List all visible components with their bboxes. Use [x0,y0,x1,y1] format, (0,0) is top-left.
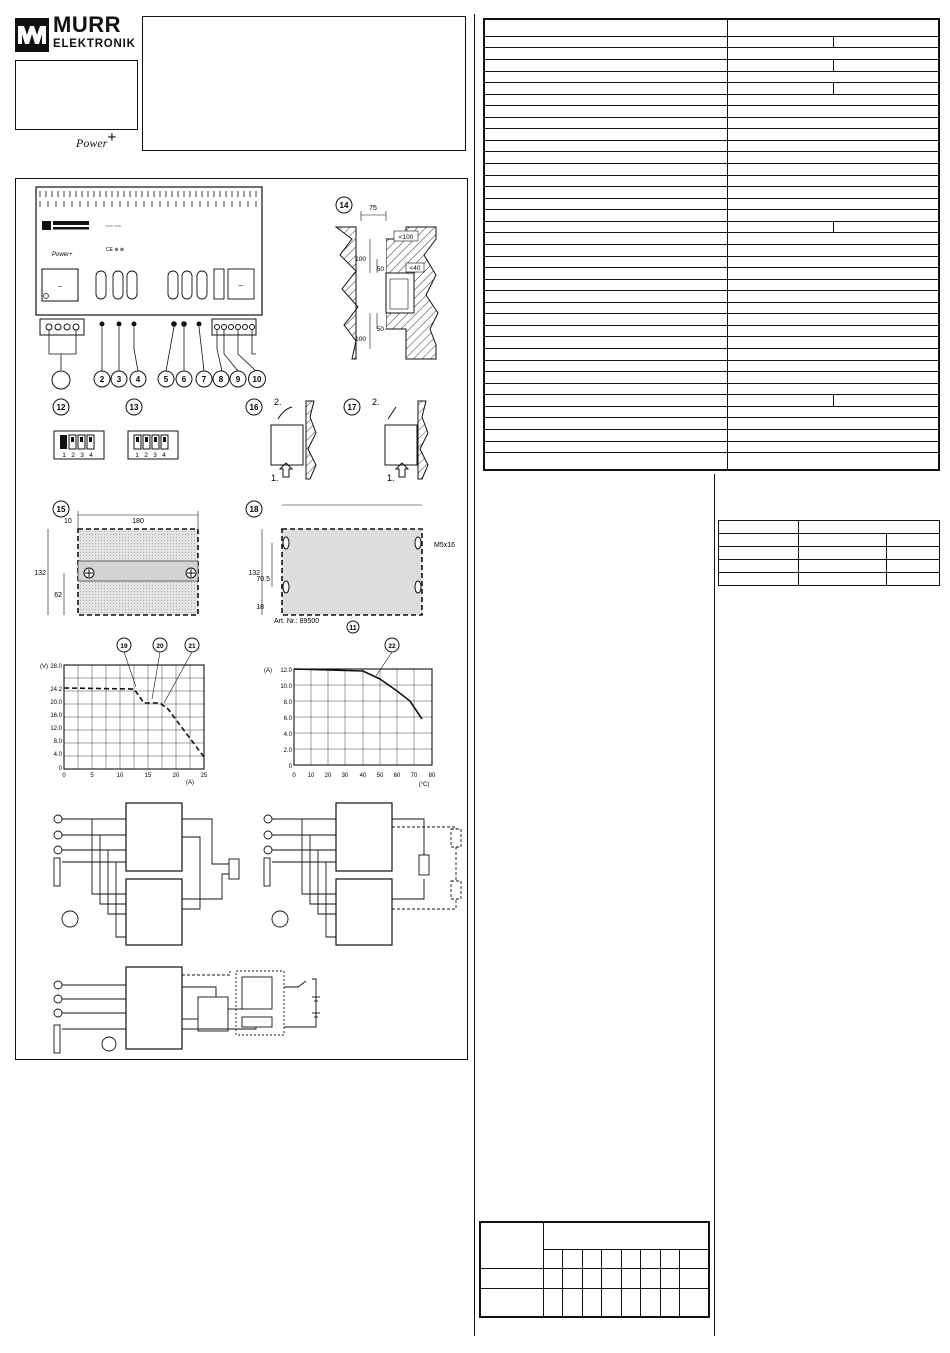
table-row [484,279,939,291]
table-row [484,233,939,245]
table-row [484,221,939,233]
svg-text:2.: 2. [372,397,380,407]
power-word: Power [76,136,108,150]
table-row [484,187,939,199]
svg-text:6: 6 [181,375,187,384]
svg-text:(V): (V) [40,664,48,670]
svg-text:60: 60 [393,773,401,779]
svg-text:20: 20 [324,773,332,779]
svg-text:132: 132 [34,570,46,577]
table-row [484,71,939,83]
svg-text:9: 9 [235,375,241,384]
table-row [484,117,939,129]
table-row [480,1222,709,1250]
svg-text:<40: <40 [409,265,421,272]
table-row [484,418,939,430]
din-mount-step-16 [246,397,316,483]
svg-text:4: 4 [89,452,93,459]
svg-text:10: 10 [252,375,262,384]
callout-3 [111,371,127,387]
svg-text:0: 0 [292,773,296,779]
svg-text:1.: 1. [271,473,279,483]
mounting-clearance-diagram [336,197,438,359]
table-row [484,268,939,280]
table-row [484,314,939,326]
wiring-diagram-parallel [54,803,239,945]
brand-name-top: MURR [53,12,121,37]
svg-text:5: 5 [163,375,169,384]
table-row [484,94,939,106]
svg-text:4: 4 [135,375,141,384]
svg-text:180: 180 [132,518,144,525]
svg-text:2: 2 [99,375,105,384]
svg-text:14: 14 [339,201,349,210]
dip-switch-13 [126,399,178,459]
svg-text:10: 10 [64,518,72,525]
callout-1 [52,371,70,389]
table-row [484,360,939,372]
callout-10 [249,371,266,388]
svg-text:10: 10 [116,773,124,779]
technical-drawing [16,179,467,1059]
derating-chart [264,638,436,788]
svg-text:4: 4 [162,452,166,459]
svg-text:25: 25 [200,773,208,779]
table-row [484,164,939,176]
svg-text:12: 12 [56,403,66,412]
svg-text:132: 132 [248,570,260,577]
table-row [484,337,939,349]
dip-switch-12 [53,399,104,459]
spec-table [483,18,940,471]
bottom-grid-table [479,1221,710,1318]
svg-text:80: 80 [428,773,436,779]
murr-logo-icon [15,18,49,52]
svg-text:8.0: 8.0 [283,700,292,706]
dimension-drawing-18 [246,501,455,633]
svg-text:3: 3 [116,375,122,384]
table-row [484,383,939,395]
svg-text:19: 19 [120,643,128,650]
table-row [719,521,940,534]
svg-text:5: 5 [90,773,94,779]
table-row [484,210,939,222]
table-row [484,325,939,337]
table-row [484,291,939,303]
svg-text:–: – [238,281,244,290]
svg-text:2: 2 [71,452,75,459]
svg-text:11: 11 [349,625,357,632]
table-row [484,152,939,164]
callout-4 [130,371,146,387]
svg-text:20: 20 [156,643,164,650]
svg-text:12.0: 12.0 [50,726,62,732]
table-row [484,453,939,470]
callout-5 [158,371,174,387]
device-front-view [36,187,262,371]
svg-text:30: 30 [341,773,349,779]
svg-text:6.0: 6.0 [283,716,292,722]
svg-text:2.0: 2.0 [283,748,292,754]
table-row [484,441,939,453]
table-row [719,547,940,560]
svg-text:17: 17 [347,403,357,412]
table-row [484,429,939,441]
svg-text:16: 16 [249,403,259,412]
wiring-diagram-redundancy [54,967,320,1053]
svg-text:1: 1 [135,452,139,459]
svg-text:13: 13 [129,403,139,412]
svg-text:70: 70 [410,773,418,779]
svg-text:0: 0 [62,773,66,779]
table-row [484,140,939,152]
svg-text:M5x16: M5x16 [434,542,456,549]
voltage-current-chart [40,638,208,786]
table-row [719,573,940,586]
svg-text:3: 3 [80,452,84,459]
figure-panel [15,178,468,1060]
svg-text:18: 18 [256,604,264,611]
brand-name-bottom: ELEKTRONIK [53,38,136,50]
table-row [484,349,939,361]
svg-text:Art. Nr.: 89500: Art. Nr.: 89500 [274,618,320,625]
table-row [484,48,939,60]
svg-text:22: 22 [388,643,396,650]
svg-text:40: 40 [359,773,367,779]
svg-text:(°C): (°C) [418,782,430,788]
dimension-drawing-15 [34,501,198,615]
svg-text:20.0: 20.0 [50,700,62,706]
svg-text:100: 100 [355,256,366,263]
callout-7 [196,371,212,387]
svg-text:100: 100 [355,336,366,343]
table-row [484,129,939,141]
svg-text:8: 8 [218,375,224,384]
svg-text:70.5: 70.5 [256,576,270,583]
svg-text:0: 0 [58,766,62,772]
svg-text:50: 50 [376,326,384,333]
svg-text:10.0: 10.0 [280,684,292,690]
wiring-diagram-series [264,803,461,945]
callout-2 [94,371,110,387]
svg-text:2.: 2. [274,397,282,407]
svg-text:CE ⊕ ⊗: CE ⊕ ⊗ [106,247,125,253]
svg-text:21: 21 [188,643,196,650]
product-label-box [15,60,138,130]
svg-text:2: 2 [144,452,148,459]
table-row [484,59,939,71]
header-text-box [142,16,466,151]
callout-8 [213,371,229,387]
svg-text:0: 0 [288,764,292,770]
small-spec-table [718,520,940,586]
callout-6 [176,371,192,387]
svg-text:75: 75 [369,205,377,212]
svg-text:3: 3 [153,452,157,459]
table-row [484,83,939,95]
svg-text:28.0: 28.0 [50,664,62,670]
svg-text:50: 50 [376,773,384,779]
table-row [484,244,939,256]
svg-text:24.2: 24.2 [50,687,62,693]
svg-text:1.: 1. [387,473,395,483]
svg-text:12.0: 12.0 [280,668,292,674]
table-row [484,106,939,118]
svg-text:Power+: Power+ [52,252,73,258]
table-row [484,372,939,384]
table-row [484,302,939,314]
table-row [484,198,939,210]
column-divider [714,474,715,1336]
table-row [719,534,940,547]
table-row [484,19,939,36]
svg-text:4.0: 4.0 [53,752,62,758]
svg-text:(A): (A) [264,668,272,674]
svg-text:10: 10 [307,773,315,779]
table-row [484,256,939,268]
din-mount-step-17 [344,397,428,483]
svg-text:20: 20 [172,773,180,779]
table-row [480,1269,709,1288]
svg-text:8.0: 8.0 [53,739,62,745]
table-row [484,406,939,418]
svg-text:=== ===: === === [106,223,122,228]
callout-9 [230,371,246,387]
svg-text:62: 62 [54,592,62,599]
table-row [484,395,939,407]
table-row [480,1288,709,1317]
svg-text:~: ~ [57,284,63,291]
svg-text:7: 7 [201,375,207,384]
svg-text:15: 15 [56,505,66,514]
table-row [719,560,940,573]
svg-text:<100: <100 [398,234,414,241]
svg-text:50: 50 [376,266,384,273]
svg-text:16.0: 16.0 [50,713,62,719]
svg-text:15: 15 [144,773,152,779]
power-plus-logo: Power+ [76,129,117,150]
svg-text:18: 18 [249,505,259,514]
column-divider [474,14,475,1336]
svg-text:1: 1 [62,452,66,459]
table-row [484,175,939,187]
svg-text:(A): (A) [186,780,194,786]
svg-text:4.0: 4.0 [283,732,292,738]
table-row [484,36,939,48]
brand-logo [15,14,140,56]
